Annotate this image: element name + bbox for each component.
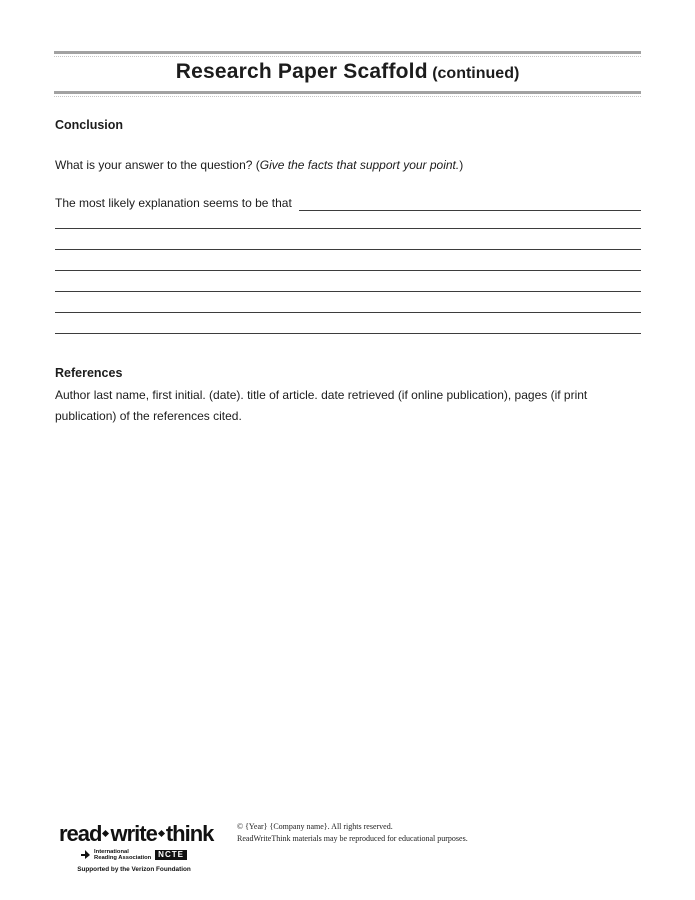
references-heading: References: [55, 366, 123, 380]
logo-organizations-row: [59, 846, 209, 864]
title-top-rule: [54, 51, 641, 57]
conclusion-question: [55, 158, 463, 172]
readwritethink-logo: [59, 821, 214, 873]
question-prefix: What is your answer to the question? (: [55, 158, 260, 172]
ira-line1: International: [94, 849, 129, 855]
page-title-suffix: (continued): [432, 65, 520, 82]
conclusion-heading: Conclusion: [55, 118, 124, 132]
writing-line: [55, 271, 641, 292]
writing-line: [55, 250, 641, 271]
copyright-line1: © {Year} {Company name}. All rights reserved.: [237, 822, 393, 831]
writing-line: [55, 313, 641, 334]
writing-lines: [55, 208, 641, 334]
diamond-separator-icon: [102, 830, 109, 837]
diamond-separator-icon: [158, 830, 165, 837]
readwritethink-wordmark: [59, 821, 214, 846]
question-italic: Give the facts that support your point.: [259, 158, 460, 172]
ncte-badge: NCTE: [155, 850, 187, 860]
page-title-main: Research Paper Scaffold: [175, 60, 428, 83]
question-suffix: ): [459, 158, 464, 172]
ira-association-label: [94, 849, 151, 861]
logo-word-think: think: [165, 821, 214, 846]
references-body: Author last name, first initial. (date). title of article. date retrieved (if online publication), pages (if print publication) of the references cited.: [55, 388, 588, 423]
writing-line: [55, 208, 641, 229]
copyright-notice: [237, 821, 468, 844]
copyright-line2: ReadWriteThink materials may be reproduced for educational purposes.: [237, 833, 468, 843]
explanation-prompt: The most likely explanation seems to be that: [55, 196, 292, 210]
title-bottom-rule: [54, 91, 641, 97]
writing-line: [55, 292, 641, 313]
verizon-support-label: Supported by the Verizon Foundation: [77, 866, 191, 873]
page-title: [54, 60, 641, 84]
ira-line2: Reading Association: [94, 855, 152, 861]
ira-reader-icon: [81, 846, 90, 864]
logo-word-write: write: [110, 821, 157, 846]
logo-word-read: read: [59, 821, 102, 846]
writing-line: [55, 229, 641, 250]
